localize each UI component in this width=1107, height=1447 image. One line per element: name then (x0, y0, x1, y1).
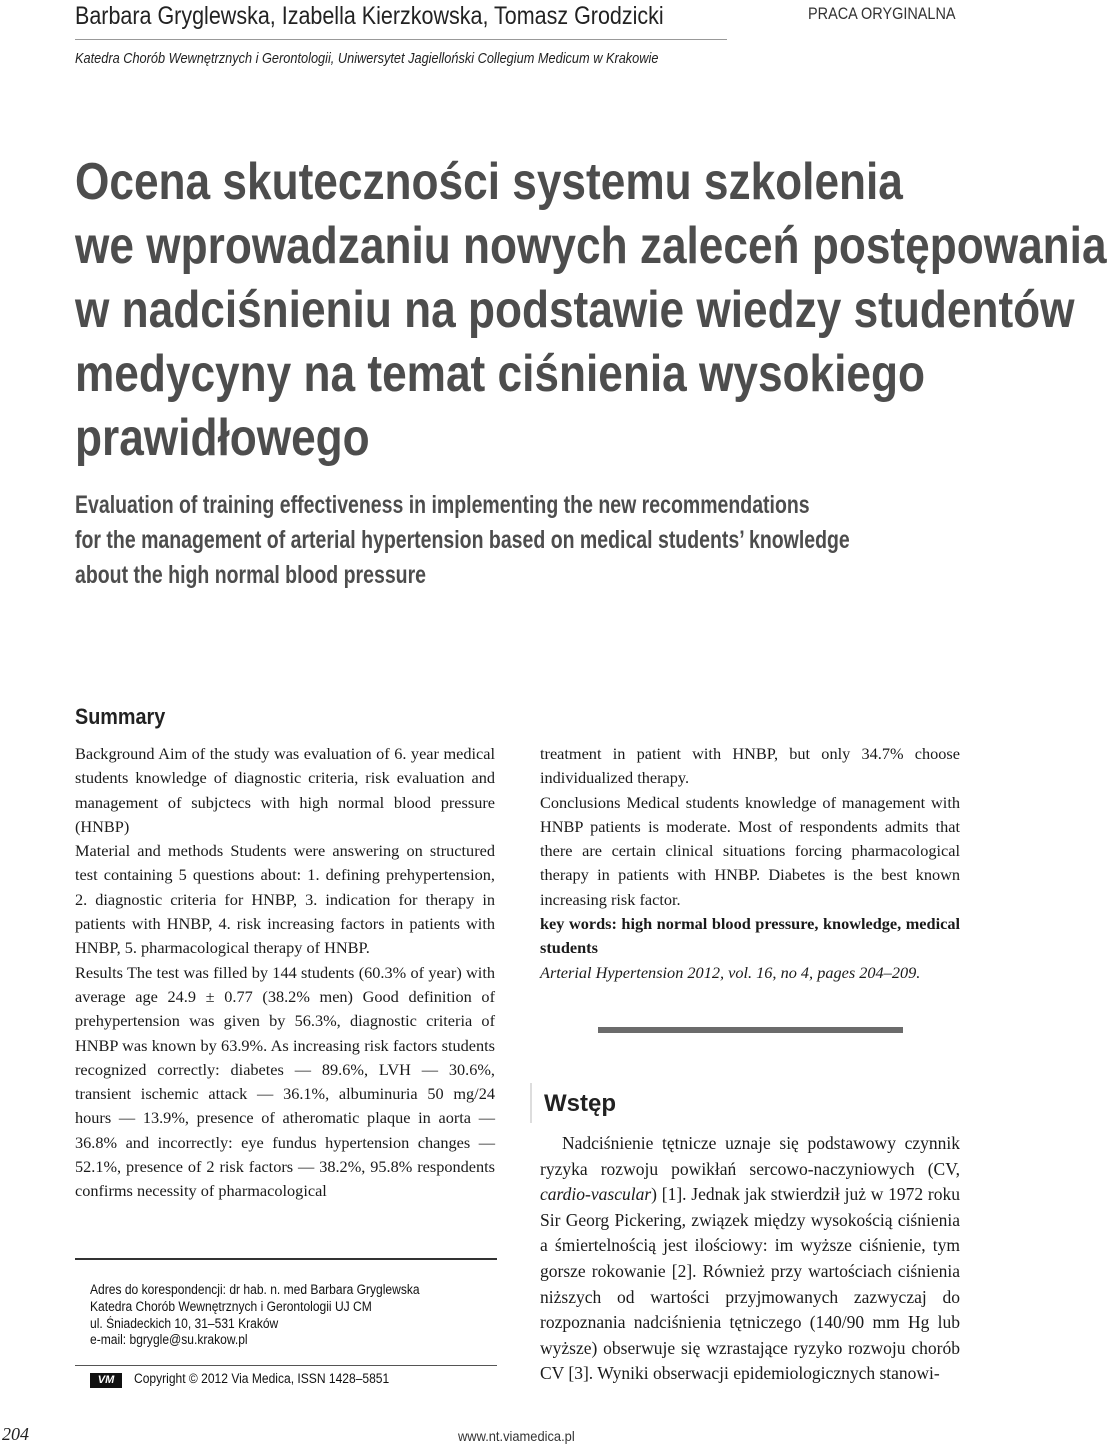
title-polish-line: prawidłowego (75, 409, 370, 467)
conclusions-label: Conclusions (540, 792, 621, 812)
section-label: PRACA ORYGINALNA (808, 4, 956, 23)
title-polish-line: Ocena skuteczności systemu szkolenia (75, 153, 903, 211)
intro-text-part: ) [1]. Jednak jak stwierdził już w 1972 roku Sir Georg Pickering, związek między wysokością ciśnienia a śmiertelnością jest ilościowy: im wyższe ciśnienie, tym gorsze rokowanie [2]. Również przy wartościach ciśnienia niższych od wartości przyjmowanych zazwyczaj do rozpoznania nadciśnienia tętniczego (140/90 mm Hg lub wyższe) obserwuje się wzrastające ryzyko rozwoju chorób CV [3]. Wyniki obserwacji epidemiologicznych stanowi- (540, 1184, 960, 1384)
affiliation: Katedra Chorób Wewnętrznych i Gerontologii, Uniwersytet Jagielloński Collegium Medicum w Krakowie (75, 51, 659, 67)
methods-text: Students were answering on structured test containing 5 questions about: 1. defining prehypertension, 2. diagnostic criteria for HNBP, 3. indication for therapy in patients with HNBP, 4. risk increasing factors in patients with HNBP, 5. pharmacological therapy of HNBP. (75, 841, 495, 958)
correspondence-line: ul. Śniadeckich 10, 31–531 Kraków (90, 1315, 279, 1331)
correspondence-line: e-mail: bgrygle@su.krakow.pl (90, 1332, 248, 1348)
conclusions-text: Medical students knowledge of management with HNBP patients is moderate. Most of respondents admits that there are certain clinical situations forcing pharmacological therapy in patients with HNBP. Diabetes is the best known increasing risk factor. (540, 792, 960, 909)
background-text: Aim of the study was evaluation of 6. year medical students knowledge of diagnostic criteria, risk evaluation and management of subjctecs with high normal blood pressure (HNBP) (75, 744, 495, 836)
citation: Arterial Hypertension 2012, vol. 16, no 4, pages 204–209. (540, 962, 921, 982)
title-english-line: for the management of arterial hypertension based on medical students’ knowledge (75, 526, 850, 554)
results-label: Results (75, 962, 123, 982)
intro-heading-marker (530, 1083, 532, 1123)
methods-label: Material and methods (75, 841, 224, 861)
correspondence-top-rule (75, 1258, 497, 1260)
decorative-bar (598, 1027, 903, 1033)
correspondence-block (90, 1282, 456, 1349)
summary-heading: Summary (75, 704, 166, 729)
via-medica-logo: VM (90, 1373, 122, 1388)
correspondence-bottom-rule (75, 1365, 497, 1366)
background-label: Background (75, 744, 155, 763)
title-polish-line: medycyny na temat ciśnienia wysokiego (75, 345, 925, 403)
summary-methods (75, 839, 495, 960)
intro-heading: Wstęp (544, 1090, 616, 1117)
title-english (75, 488, 933, 593)
title-english-line: about the high normal blood pressure (75, 561, 427, 589)
intro-text-italic: cardio-vascular (540, 1184, 652, 1205)
intro-text-part: Nadciśnienie tętnicze uznaje się podstawowy czynnik ryzyka rozwoju powikłań sercowo-naczyniowych (CV, (540, 1133, 960, 1179)
results-continued: treatment in patient with HNBP, but only 34.7% choose individualized therapy. (540, 744, 960, 788)
correspondence-line: Katedra Chorób Wewnętrznych i Gerontologii UJ CM (90, 1298, 372, 1314)
summary-background (75, 742, 495, 839)
correspondence-line: Adres do korespondencji: dr hab. n. med Barbara Gryglewska (90, 1282, 420, 1297)
summary-conclusions (540, 791, 960, 912)
summary-results (75, 961, 495, 1204)
results-text: The test was filled by 144 students (60.3% of year) with average age 24.9 ± 0.77 (38.2% men) Good definition of prehypertension was given by 56.3%, diagnostic criteria of HNBP was known by 63.9%. As increasing risk factors students recognized correctly: diabetes — 89.6%, LVH — 30.6%, transient ischemic attack — 36.1%, albuminuria 50 mg/24 hours — 13.9%, presence of atheromatic plaque in aorta — 36.8% and incorrectly: eye fundus hypertension changes — 52.1%, presence of 2 risk factors — 38.2%, 95.8% respondents confirms necessity of pharmacological (75, 962, 495, 1201)
copyright: Copyright © 2012 Via Medica, ISSN 1428–5851 (134, 1371, 390, 1386)
footer-url[interactable]: www.nt.viamedica.pl (458, 1428, 575, 1444)
title-english-line: Evaluation of training effectiveness in implementing the new recommendations (75, 491, 810, 519)
summary-left-column (75, 742, 495, 1204)
page-number: 204 (2, 1424, 29, 1444)
title-polish-line: we wprowadzaniu nowych zaleceń postępowania (75, 217, 1107, 275)
title-polish (75, 150, 1107, 470)
header-rule (75, 39, 727, 40)
authors: Barbara Gryglewska, Izabella Kierzkowska, Tomasz Grodzicki (75, 2, 664, 30)
keywords: key words: high normal blood pressure, knowledge, medical students (540, 914, 960, 958)
intro-text (540, 1131, 960, 1387)
summary-right-column (540, 742, 960, 985)
title-polish-line: w nadciśnieniu na podstawie wiedzy studentów (75, 281, 1075, 339)
